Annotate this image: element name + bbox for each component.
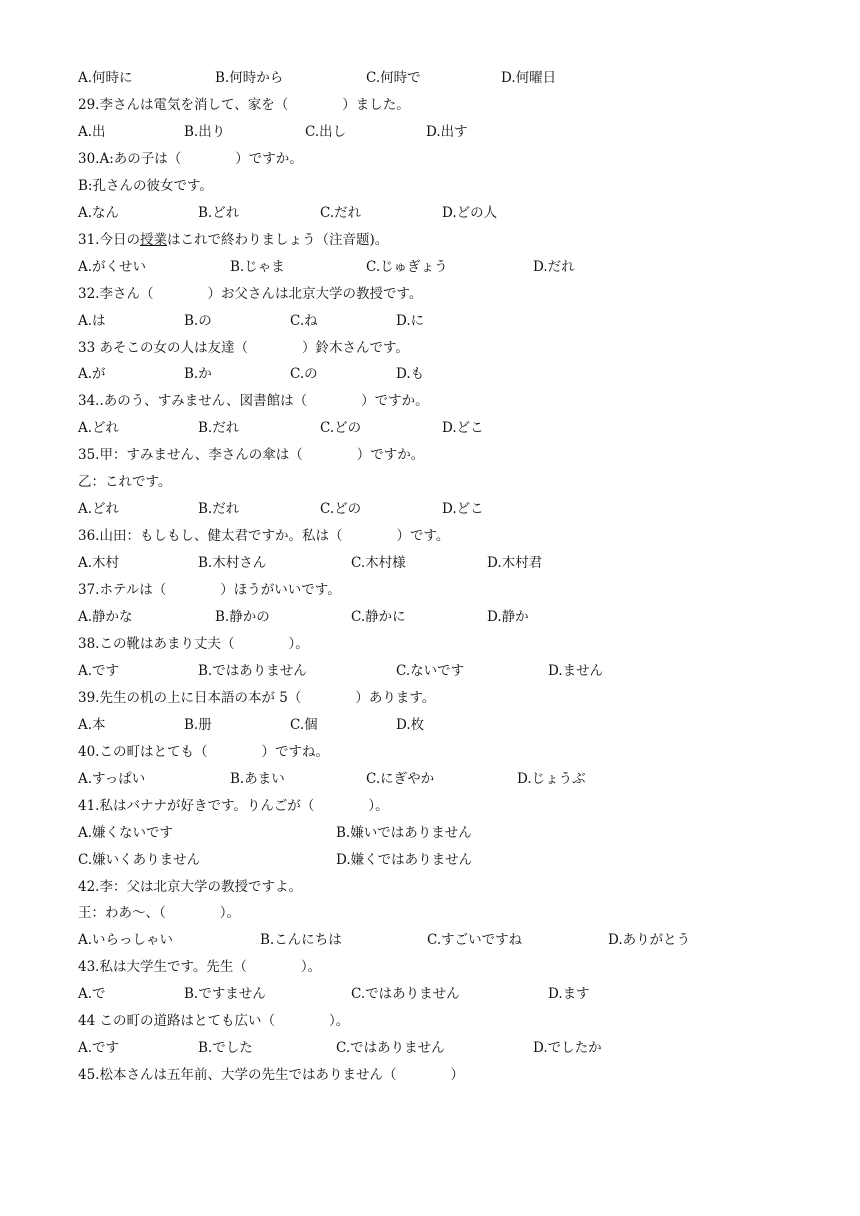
answer-option: D.何曜日 xyxy=(501,70,557,86)
answer-option: D.じょうぶ xyxy=(517,770,586,787)
options-row xyxy=(78,65,840,92)
question-line xyxy=(78,793,840,820)
answer-option: A.どれ xyxy=(78,420,120,437)
answer-option: D.出す xyxy=(426,123,468,140)
answer-option: A.嫌くないです xyxy=(78,824,174,841)
answer-option: D.木村君 xyxy=(487,555,543,572)
answer-option: A.本 xyxy=(78,716,106,733)
answer-option: A.なん xyxy=(78,204,120,221)
answer-option: D.だれ xyxy=(533,258,575,275)
answer-option: B.静かの xyxy=(215,609,270,625)
answer-option: C.出し xyxy=(305,123,347,140)
question-text: 45.松本さんは五年前、大学の先生ではありません（ ） xyxy=(78,1067,464,1084)
options-row xyxy=(78,604,840,631)
answer-option: A.すっぱい xyxy=(78,770,146,787)
question-text: 36.山田：もしもし、健太君ですか。私は（ ）です。 xyxy=(78,528,450,545)
answer-option: B.の xyxy=(184,312,212,329)
question-line xyxy=(78,227,840,254)
answer-option: B.でした xyxy=(198,1040,253,1057)
answer-option: A.木村 xyxy=(78,555,120,572)
answer-option: C.木村様 xyxy=(351,555,406,572)
options-row xyxy=(78,766,840,793)
options-row xyxy=(78,415,840,442)
answer-option: B.木村さん xyxy=(198,555,267,572)
answer-option: A.です xyxy=(78,1040,120,1057)
question-line xyxy=(78,281,840,308)
answer-option: C.何時で xyxy=(366,70,421,86)
question-text: 35.甲：すみません、李さんの傘は（ ）ですか。 xyxy=(78,447,425,464)
question-text: 38.この靴はあまり丈夫（ ）。 xyxy=(78,635,309,652)
answer-option: A.出 xyxy=(78,123,106,140)
answer-option: D.どこ xyxy=(442,501,484,518)
question-line xyxy=(78,874,840,901)
answer-option: D.ません xyxy=(548,662,604,679)
question-text: 37.ホテルは（ ）ほうがいいです。 xyxy=(78,582,341,599)
answer-option: D.ます xyxy=(548,986,590,1003)
question-line xyxy=(78,442,840,469)
question-line xyxy=(78,739,840,766)
answer-option: B.こんにちは xyxy=(260,932,342,949)
options-row xyxy=(78,658,840,685)
question-line xyxy=(78,900,840,927)
question-line xyxy=(78,92,840,119)
options-row xyxy=(78,550,840,577)
answer-option: B.じゃま xyxy=(230,258,285,275)
answer-option: A.は xyxy=(78,312,106,329)
underlined-word: 授業 xyxy=(139,231,167,248)
question-line xyxy=(78,954,840,981)
options-row xyxy=(78,119,840,146)
answer-option: D.も xyxy=(396,366,425,383)
question-line xyxy=(78,631,840,658)
answer-option: B.ではありません xyxy=(198,662,307,679)
options-row xyxy=(78,712,840,739)
answer-option: D.に xyxy=(396,312,425,329)
question-text: 乙：これです。 xyxy=(78,474,172,491)
options-row xyxy=(78,496,840,523)
question-line xyxy=(78,577,840,604)
answer-option: C.ではありません xyxy=(336,1040,445,1057)
question-line xyxy=(78,335,840,362)
answer-option: A.いらっしゃい xyxy=(78,932,174,949)
answer-option: B.あまい xyxy=(230,770,285,787)
answer-option: B.册 xyxy=(184,716,212,733)
answer-option: B.どれ xyxy=(198,204,240,221)
question-line xyxy=(78,146,840,173)
answer-option: C.にぎやか xyxy=(366,770,435,787)
answer-option: D.どの人 xyxy=(442,204,498,221)
answer-option: C.じゅぎょう xyxy=(366,258,448,275)
answer-option: D.どこ xyxy=(442,420,484,437)
answer-option: B.嫌いではありません xyxy=(336,824,472,841)
question-text: B:孔さんの彼女です。 xyxy=(78,177,213,194)
answer-option: D.嫌くではありません xyxy=(336,851,473,868)
answer-option: C.どの xyxy=(320,420,362,437)
question-text: 44 この町の道路はとても広い（ ）。 xyxy=(78,1013,350,1030)
question-text: 39.先生の机の上に日本語の本が 5（ ）あります。 xyxy=(78,689,436,706)
question-text-segment: はこれで終わりましょう（注音题)。 xyxy=(166,231,389,248)
question-text: 42.李：父は北京大学の教授ですよ。 xyxy=(78,878,302,895)
answer-option: C.嫌いくありません xyxy=(78,851,201,868)
question-text: 43.私は大学生です。先生（ ）。 xyxy=(78,959,322,976)
answer-option: A.がくせい xyxy=(78,258,147,275)
answer-option: A.何時に xyxy=(78,70,133,86)
answer-option: B.何時から xyxy=(215,70,284,86)
answer-option: C.の xyxy=(290,366,318,383)
question-text: 41.私はバナナが好きです。りんごが（ ）。 xyxy=(78,797,389,814)
options-row xyxy=(78,200,840,227)
answer-option: B.か xyxy=(184,366,212,383)
question-line xyxy=(78,173,840,200)
question-text: 30.A:あの子は（ ）ですか。 xyxy=(78,150,303,167)
question-text: 33 あそこの女の人は友達（ ）鈴木さんです。 xyxy=(78,339,409,356)
answer-option: A.静かな xyxy=(78,609,133,625)
answer-option: C.ではありません xyxy=(351,986,460,1003)
answer-option: C.静かに xyxy=(351,609,406,625)
answer-option: C.個 xyxy=(290,716,318,733)
options-row xyxy=(78,254,840,281)
options-row xyxy=(78,361,840,388)
question-line xyxy=(78,1008,840,1035)
answer-option: C.だれ xyxy=(320,204,362,221)
options-row xyxy=(78,308,840,335)
question-text: 29.李さんは電気を消して、家を（ ）ました。 xyxy=(78,96,410,113)
options-row xyxy=(78,927,840,954)
question-line xyxy=(78,388,840,415)
answer-option: B.出り xyxy=(184,123,226,140)
answer-option: D.静か xyxy=(487,609,529,625)
answer-option: A.が xyxy=(78,366,106,383)
answer-option: C.すごいですね xyxy=(427,932,523,949)
answer-option: A.どれ xyxy=(78,501,120,518)
question-line xyxy=(78,469,840,496)
options-row xyxy=(78,820,840,847)
question-text xyxy=(78,227,388,254)
options-row xyxy=(78,847,840,874)
options-row xyxy=(78,981,840,1008)
question-line xyxy=(78,685,840,712)
question-text-segment: 31.今日の xyxy=(78,231,140,248)
options-row xyxy=(78,1035,840,1062)
answer-option: B.だれ xyxy=(198,420,240,437)
answer-option: B.ですません xyxy=(184,986,266,1003)
question-text: 32.李さん（ ）お父さんは北京大学の教授です。 xyxy=(78,285,423,302)
question-line xyxy=(78,1062,840,1089)
answer-option: D.枚 xyxy=(396,716,425,733)
answer-option: C.ないです xyxy=(396,662,465,679)
question-text: 34..あのう、すみません、図書館は（ ）ですか。 xyxy=(78,393,429,410)
question-line xyxy=(78,523,840,550)
answer-option: D.ありがとう xyxy=(608,932,691,949)
answer-option: D.でしたか xyxy=(533,1040,602,1057)
answer-option: C.どの xyxy=(320,501,362,518)
answer-option: C.ね xyxy=(290,312,318,329)
question-text: 王：わあ～、（ ）。 xyxy=(78,905,240,922)
answer-option: B.だれ xyxy=(198,501,240,518)
question-text: 40.この町はとても（ ）ですね。 xyxy=(78,743,329,760)
answer-option: A.で xyxy=(78,986,106,1003)
answer-option: A.です xyxy=(78,662,120,679)
